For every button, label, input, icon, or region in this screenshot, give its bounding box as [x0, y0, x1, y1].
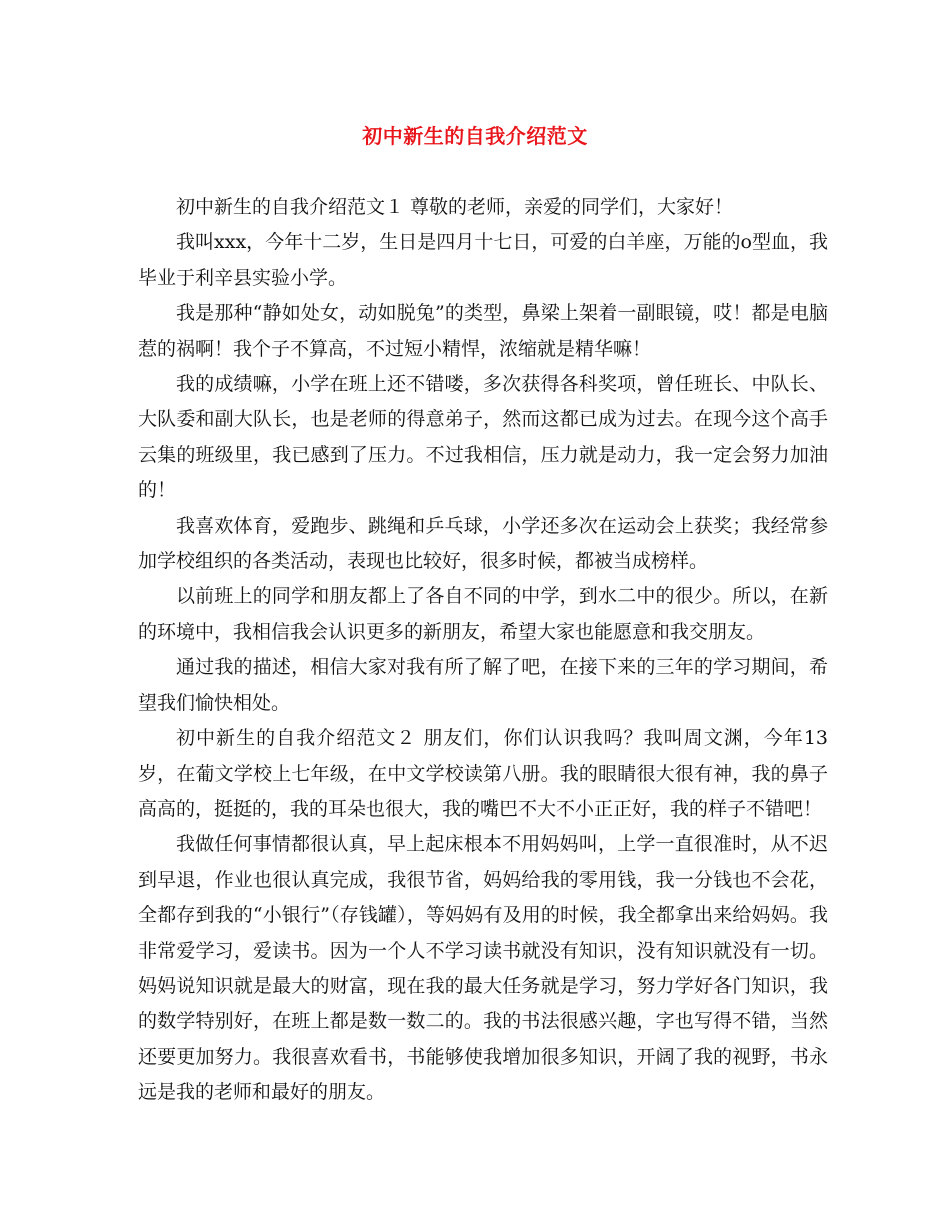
paragraph-9: 我做任何事情都很认真，早上起床根本不用妈妈叫，上学一直很准时，从不迟到早退，作业也很认真完成，我很节省，妈妈给我的零用钱，我一分钱也不会花，全都存到我的“小银行”（存钱罐），等妈妈有及用的时候，我全都拿出来给妈妈。我非常爱学习，爱读书。因为一个人不学习读书就没有知识，没有知识就没有一切。妈妈说知识就是最大的财富，现在我的最大任务就是学习，努力学好各门知识，我的数学特别好，在班上都是数一数二的。我的书法很感兴趣，字也写得不错，当然还要更加努力。我很喜欢看书，书能够使我增加很多知识，开阔了我的视野，书永远是我的老师和最好的朋友。: [138, 833, 828, 1104]
paragraph-3: 我是那种“静如处女，动如脱兔”的类型，鼻梁上架着一副眼镜，哎！都是电脑惹的祸啊！我个子不算高，不过短小精悍，浓缩就是精华嘛！: [138, 302, 828, 360]
paragraph-1: 初中新生的自我介绍范文１ 尊敬的老师，亲爱的同学们，大家好！: [176, 196, 734, 218]
document-body: [138, 190, 828, 1111]
paragraph-7: 通过我的描述，相信大家对我有所了解了吧，在接下来的三年的学习期间，希望我们愉快相处。: [138, 656, 828, 714]
paragraph-2: 我叫xxx，今年十二岁，生日是四月十七日，可爱的白羊座，万能的o型血，我毕业于利辛县实验小学。: [138, 231, 828, 289]
paragraph-5: 我喜欢体育，爱跑步、跳绳和乒乓球，小学还多次在运动会上获奖；我经常参加学校组织的各类活动，表现也比较好，很多时候，都被当成榜样。: [138, 514, 828, 573]
paragraph-8: 初中新生的自我介绍范文２ 朋友们，你们认识我吗？我叫周文渊，今年13岁，在葡文学校上七年级，在中文学校读第八册。我的眼睛很大很有神，我的鼻子高高的，挺挺的，我的耳朵也很大，我的嘴巴不大不小正正好，我的样子不错吧！: [138, 727, 828, 820]
paragraph-6: 以前班上的同学和朋友都上了各自不同的中学，到水二中的很少。所以，在新的环境中，我相信我会认识更多的新朋友，希望大家也能愿意和我交朋友。: [138, 585, 828, 643]
document-title: 初中新生的自我介绍范文: [362, 124, 588, 148]
paragraph-4: 我的成绩嘛，小学在班上还不错喽，多次获得各科奖项，曾任班长、中队长、大队委和副大队长，也是老师的得意弟子，然而这都已成为过去。在现今这个高手云集的班级里，我已感到了压力。不过我相信，压力就是动力，我一定会努力加油的！: [138, 373, 828, 502]
